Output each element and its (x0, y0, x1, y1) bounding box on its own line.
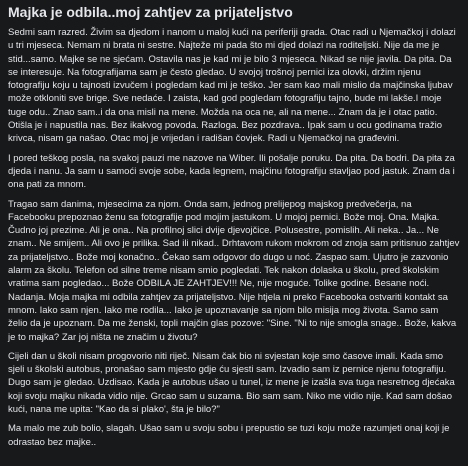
post-paragraph: Sedmi sam razred. Živim sa djedom i nanom u maloj kući na periferiji grada. Otac radi u Njemačkoj i dolazi u tri mjeseca. Nemam ni brata ni sestre. Najteže mi pada što mi djed dolazi na roditeljski. Nije da me je stid...samo. Majke se ne sjećam. Ostavila nas je kad mi je bilo 3 mjeseca. Nikad se nije javila. Da pita. Da se interesuje. Na fotografijama sam je često gledao. U svojoj trošnoj pernici iza olovki, držim njenu fotografiju koju u tajnosti izvučem i pogledam kad mi je teško. Jer sam kao mali mislio da majčinska ljubav može otkloniti sve brige. Sve nedaće. I zaista, kad god pogledam fotografiju tajno, bude mi lakše.I moje tuge odu.. Znao sam..i da ona misli na mene. Možda na oca ne, ali na mene... Znam da je i otac patio. Otišla je i napustila nas. Bez ikakvog povoda. Razloga. Bez pozdrava.. Ipak sam u ocu godinama tražio krivca, nisam ga našao. Otac moj je vrijedan i radišan čovjek. Radi u Njemačkoj na građevini. (8, 27, 456, 145)
post-paragraph: Cijeli dan u školi nisam progovorio niti riječ. Nisam čak bio ni svjestan koje smo časove imali. Kada smo sjeli u školski autobus, pronašao sam mjesto gdje ću sjesti sam. Izvadio sam iz pernice njenu fotografiju. Dugo sam je gledao. Uzdisao. Kada je autobus ušao u tunel, iz mene je izašla sva tuga nesretnog djećaka koji svoju majku nikada vidio nije. Grcao sam u suzama. Bio sam sam. Niko me vidio nije. Kad sam došao kući, nana me upita: "Kao da si plako', šta je bilo?" (8, 350, 455, 416)
post-paragraph: I pored teškog posla, na svakoj pauzi me nazove na Wiber. Ili pošalje poruku. Da pita. Da bodri. Da pita za djeda i nanu. Ja sam u samoći svoje sobe, kada legnem, majčinu fotografiju stavljao pod jastuk. Znam da i ona pati za mnom. (8, 152, 455, 191)
post-paragraph: Ma malo me zub bolio, slagah. Ušao sam u svoju sobu i prepustio se tuzi koju može razumjeti onaj koji je odrastao bez majke.. (8, 423, 450, 448)
post-title: Majka je odbila..moj zahtjev za prijateljstvo (8, 4, 293, 20)
post-paragraph: Tragao sam danima, mjesecima za njom. Onda sam, jednog prelijepog majskog predvečerja, na Facebooku prepoznao ženu sa fotografije pod mojim jastukom. U mojoj pernici. Bože moj. Ona. Majka. Čudno joj prezime. Ali je ona.. Na profilnoj slici dvije djevojčice. Polusestre, pomislih. Ali neka.. Ja... Ne znam.. Ne smijem.. Ali ovo je prilika. Sad ili nikad.. Drhtavom rukom mokrom od znoja sam pritisnuo zahtjev za prijateljstvo.. Bože moj konačno.. Čekao sam odgovor do dugo u noć. Zaspao sam. Ujutro je zazvonio alarm za školu. Telefon od silne treme nisam smio pogledati. Tek nakon dolaska u školu, pred školskim vratima sam pogledao... Bože ODBILA JE ZAHTJEV!!! Ne, nije moguće. Tolike godine. Besane noći. Nadanja. Moja majka mi odbila zahtjev za prijateljstvo. Nije htjela ni preko Facebooka ostvariti kontakt sa mnom. Iako sam njen. Iako me rodila... Iako je upoznavanje sa njom bilo misija mog života. Samo sam želio da je upoznam. Da me ženski, topli majčin glas pozove: "Sine. "Ni to nije smogla snage.. Bože, kakva je to majka? Zar joj ništa ne značim u životu? (8, 198, 460, 343)
